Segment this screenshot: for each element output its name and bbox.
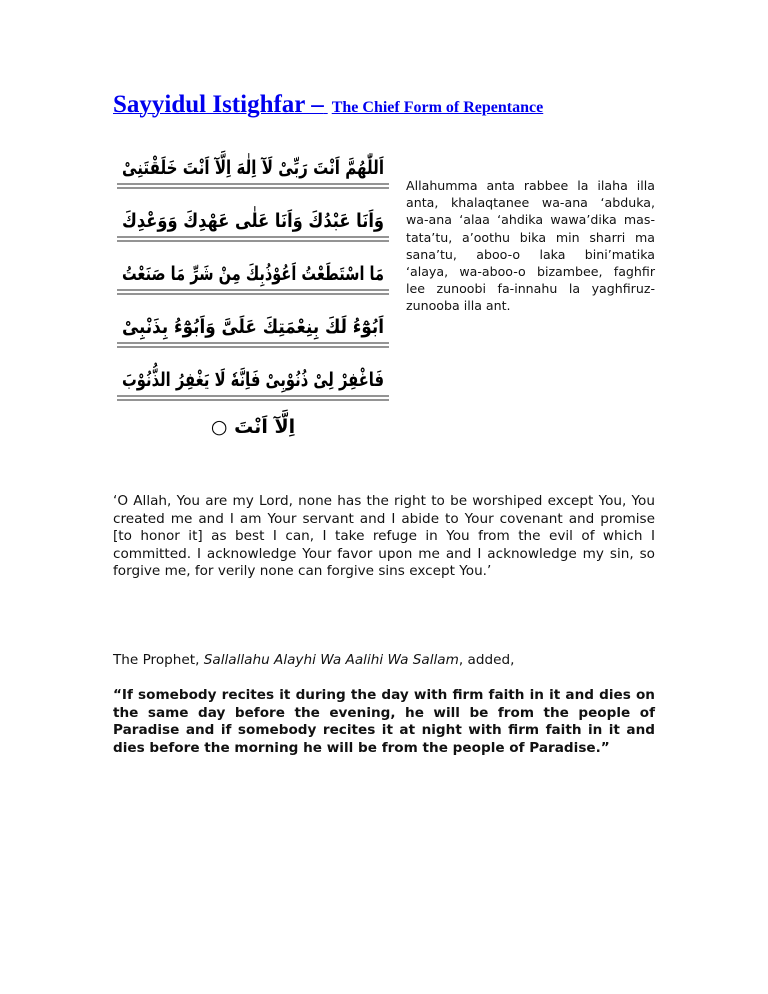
transliteration-text: Allahumma anta rabbee la ilaha illa anta, khalaqtanee wa-ana ‘abduka, wa-ana ‘alaa ‘ahdika wawa’dika mas-tata’tu, a’oothu bika min sharri ma sana’tu, aboo-o laka bini’matika ‘alaya, wa-aboo-o bizambee, faghfir lee zunoobi fa-innahu la yaghfiruz-zunooba illa ant. [406, 178, 655, 314]
arabic-line-4: اَبُوْٓءُ لَكَ بِنِعْمَتِكَ عَلَیَّ وَاَبُوْٓءُ بِذَنْبِیْ [122, 316, 419, 338]
title-main: Sayyidul Istighfar – [113, 91, 324, 118]
arabic-line-6: اِلَّآ اَنْتَ ○ [210, 416, 296, 438]
page-title [113, 92, 673, 117]
arabic-line-2: وَاَنَا عَبْدُكَ وَاَنَا عَلٰى عَهْدِكَ وَوَعْدِكَ [122, 210, 429, 232]
prophet-note [113, 652, 655, 670]
hadith-quote: “If somebody recites it during the day with firm faith in it and dies on the same day before the evening, he will be from the people of Paradise and if somebody recites it at night with firm faith in it and dies before the morning he will be from the people of Paradise.” [113, 687, 655, 756]
arabic-line-1: اَللّٰهُمَّ اَنْتَ رَبِّیْ لَآ اِلٰهَ اِلَّآ اَنْتَ خَلَقْتَنِیْ [122, 157, 452, 179]
arabic-line-3: مَا اسْتَطَعْتُ اَعُوْذُبِكَ مِنْ شَرِّ مَا صَنَعْتُ [122, 263, 465, 285]
translation-text: ‘O Allah, You are my Lord, none has the right to be worshiped except You, You created me and I am Your servant and I abide to Your covenant and promise [to honor it] as best I can, I take refuge in You from the evil of which I committed. I acknowledge Your favor upon me and I acknowledge my sin, so forgive me, for verily none can forgive sins except You.’ [113, 493, 655, 579]
title-subtitle: The Chief Form of Repentance [331, 99, 544, 116]
arabic-line-5: فَاغْفِرْ لِیْ ذُنُوْبِیْ فَاِنَّهٗ لَا يَغْفِرُ الذُّنُوْبَ [122, 369, 460, 391]
arabic-dua-image [113, 140, 465, 442]
prophet-suffix: , added, [458, 652, 515, 668]
prophet-prefix: The Prophet, [113, 652, 204, 668]
prophet-honorific: Sallallahu Alayhi Wa Aalihi Wa Sallam [203, 652, 459, 668]
